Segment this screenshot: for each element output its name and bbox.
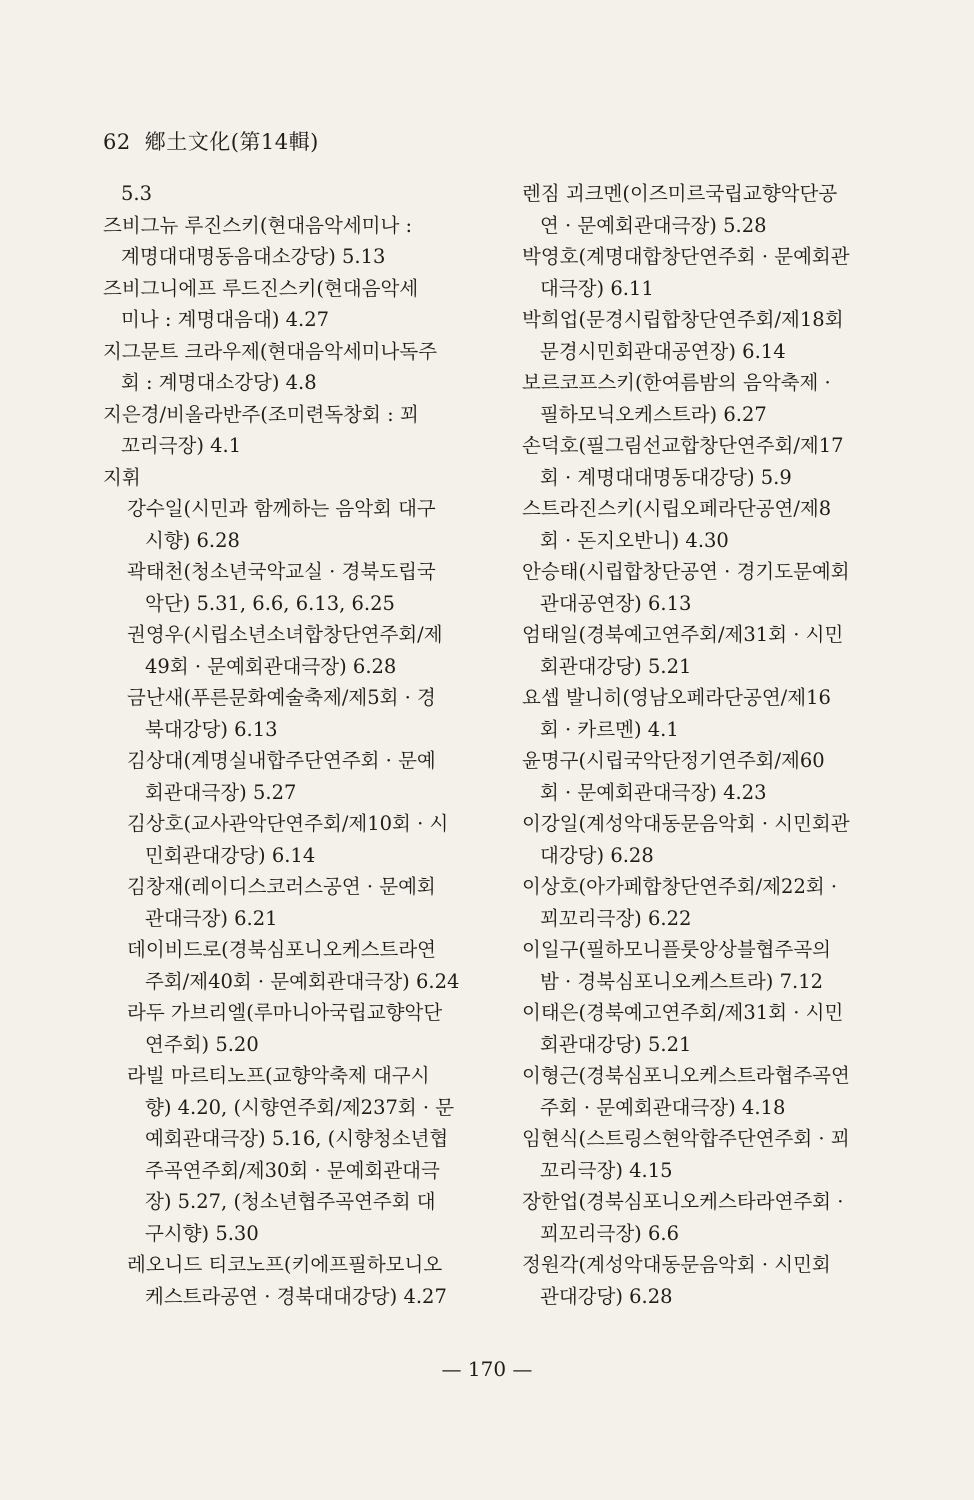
entry-line: 주회/제40회 · 문예회관대극장) 6.24: [145, 969, 460, 993]
entry-line: 관대공연장) 6.13: [540, 591, 692, 615]
entry-line: 회관대극장) 5.27: [145, 780, 297, 804]
entry-line: 요셉 발니히(영남오페라단공연/제16: [522, 686, 831, 709]
entry-line: 북대강당) 6.13: [145, 717, 278, 741]
entry-line: 박영호(계명대합창단연주회 · 문예회관: [522, 245, 850, 268]
entry-line: 강수일(시민과 함께하는 음악회 대구: [127, 497, 436, 520]
entry-line: 즈비그뉴 루진스키(현대음악세미나 :: [103, 213, 413, 237]
entry-line: 꾀꼬리극장) 6.6: [540, 1221, 680, 1245]
entry-line: 관대극장) 6.21: [145, 906, 278, 930]
entry-line: 주곡연주회/제30회 · 문예회관대극: [145, 1158, 440, 1182]
entry-line: 주회 · 문예회관대극장) 4.18: [540, 1095, 786, 1119]
entry-line: 연주회) 5.20: [145, 1032, 259, 1056]
entry-line: 라빌 마르티노프(교향악축제 대구시: [127, 1064, 430, 1087]
entry-line: 지휘: [103, 465, 141, 489]
entry-line: 악단) 5.31, 6.6, 6.13, 6.25: [145, 591, 395, 615]
entry-line: 데이비드로(경북심포니오케스트라연: [127, 938, 436, 961]
entry-line: 민회관대강당) 6.14: [145, 843, 316, 867]
page-header: [103, 126, 319, 156]
entry-line: 이태은(경북예고연주회/제31회 · 시민: [522, 1001, 844, 1024]
footer-page-label: — 170 —: [441, 1357, 533, 1381]
entry-line: 보르코프스키(한여름밤의 음악축제 ·: [522, 371, 831, 394]
entry-line: 윤명구(시립국악단정기연주회/제60: [522, 749, 825, 772]
entry-line: 계명대대명동음대소강당) 5.13: [121, 245, 386, 268]
entry-line: 회 · 돈지오반니) 4.30: [540, 528, 729, 552]
entry-line: 엄태일(경북예고연주회/제31회 · 시민: [522, 623, 844, 646]
journal-title: 鄕土文化(第14輯): [144, 130, 319, 154]
entry-line: 손덕호(필그림선교합창단연주회/제17: [522, 434, 844, 457]
entry-line: 권영우(시립소년소녀합창단연주회/제: [127, 623, 443, 646]
entry-line: 이상호(아가페합창단연주회/제22회 ·: [522, 875, 838, 898]
entry-line: 회관대강당) 5.21: [540, 654, 692, 678]
entry-line: 회관대강당) 5.21: [540, 1032, 692, 1056]
entry-line: 꼬리극장) 4.1: [121, 434, 242, 457]
entry-line: 정원각(계성악대동문음악회 · 시민회: [522, 1253, 831, 1276]
entry-line: 즈비그니에프 루드진스키(현대음악세: [103, 276, 419, 300]
entry-line: 이형근(경북심포니오케스트라협주곡연: [522, 1064, 850, 1087]
header-page-number: 62: [103, 130, 131, 154]
entry-line: 렌짐 괴크멘(이즈미르국립교향악단공: [522, 182, 838, 205]
entry-line: 회 · 문예회관대극장) 4.23: [540, 780, 767, 804]
entry-line: 회 · 계명대대명동대강당) 5.9: [540, 465, 792, 489]
entry-line: 장) 5.27, (청소년협주곡연주회 대: [145, 1190, 436, 1213]
entry-line: 꼬리극장) 4.15: [540, 1158, 673, 1182]
entry-line: 관대강당) 6.28: [540, 1284, 673, 1308]
entry-line: 대극장) 6.11: [540, 276, 654, 300]
page-footer: [0, 1357, 974, 1381]
entry-line: 박희업(문경시립합창단연주회/제18회: [522, 308, 844, 331]
entry-line: 곽태천(청소년국악교실 · 경북도립국: [127, 560, 436, 583]
left-column: [103, 178, 475, 1312]
entry-line: 필하모닉오케스트라) 6.27: [540, 402, 767, 426]
entry-line: 지은경/비올라반주(조미련독창회 : 꾀: [103, 402, 419, 426]
entry-line: 안승태(시립합창단공연 · 경기도문예회: [522, 560, 850, 583]
entry-line: 시향) 6.28: [145, 528, 240, 552]
entry-line: 임현식(스트링스현악합주단연주회 · 꾀: [522, 1127, 850, 1150]
entry-line: 케스트라공연 · 경북대대강당) 4.27: [145, 1284, 447, 1308]
entry-line: 연 · 문예회관대극장) 5.28: [540, 213, 767, 237]
entry-line: 김상호(교사관악단연주회/제10회 · 시: [127, 812, 449, 835]
entry-line: 회 · 카르멘) 4.1: [540, 717, 679, 741]
entry-line: 5.3: [121, 182, 153, 205]
entry-line: 대강당) 6.28: [540, 843, 654, 867]
entry-line: 이일구(필하모니플룻앙상블협주곡의: [522, 938, 831, 961]
entry-line: 구시향) 5.30: [145, 1221, 259, 1245]
entry-line: 레오니드 티코노프(키에프필하모니오: [127, 1253, 443, 1276]
entry-line: 김창재(레이디스코러스공연 · 문예회: [127, 875, 436, 898]
entry-line: 회 : 계명대소강당) 4.8: [121, 371, 317, 394]
entry-line: 49회 · 문예회관대극장) 6.28: [145, 654, 397, 678]
entry-line: 문경시민회관대공연장) 6.14: [540, 339, 786, 363]
entry-line: 장한업(경북심포니오케스타라연주회 ·: [522, 1190, 844, 1213]
entry-line: 미나 : 계명대음대) 4.27: [121, 308, 330, 331]
entry-line: 예회관대극장) 5.16, (시향청소년협: [145, 1127, 449, 1150]
entry-line: 금난새(푸른문화예술축제/제5회 · 경: [127, 686, 436, 709]
entry-line: 김상대(계명실내합주단연주회 · 문예: [127, 749, 436, 772]
entry-line: 라두 가브리엘(루마니아국립교향악단: [127, 1001, 443, 1024]
entry-line: 꾀꼬리극장) 6.22: [540, 906, 692, 930]
right-column: [522, 178, 894, 1312]
entry-line: 지그문트 크라우제(현대음악세미나독주: [103, 339, 438, 363]
entry-line: 이강일(계성악대동문음악회 · 시민회관: [522, 812, 850, 835]
entry-line: 향) 4.20, (시향연주회/제237회 · 문: [145, 1095, 455, 1119]
entry-line: 밤 · 경북심포니오케스트라) 7.12: [540, 969, 824, 993]
entry-line: 스트라진스키(시립오페라단공연/제8: [522, 497, 832, 520]
